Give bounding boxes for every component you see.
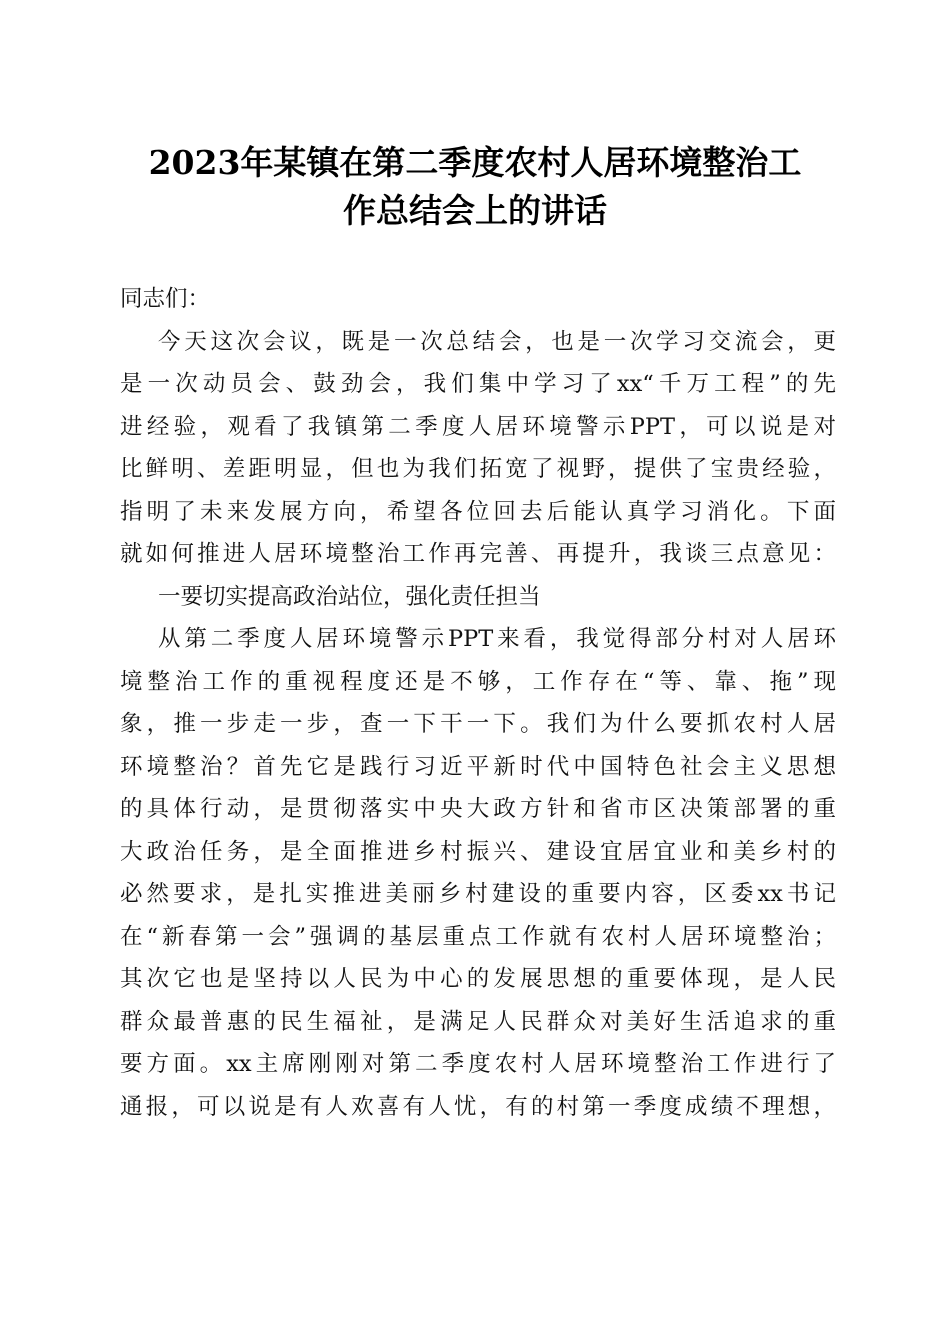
paragraph-opening bbox=[120, 321, 836, 576]
paragraph-line: 要方面。xx主席刚刚对第二季度农村人居环境整治工作进行了 bbox=[120, 1051, 836, 1077]
paragraph-line: 比鲜明、差距明显，但也为我们拓宽了视野，提供了宝贵经验， bbox=[120, 456, 836, 482]
paragraph-section-one bbox=[120, 618, 836, 1128]
speech-body bbox=[120, 278, 836, 1128]
section-heading bbox=[120, 576, 836, 619]
paragraph-line: 大政治任务，是全面推进乡村振兴、建设宜居宜业和美乡村的 bbox=[120, 838, 836, 865]
title-line-1: 2023年某镇在第二季度农村人居环境整治工 bbox=[148, 143, 802, 182]
title-line-2: 作总结会上的讲话 bbox=[343, 191, 607, 230]
paragraph-line: 今天这次会议，既是一次总结会，也是一次学习交流会，更 bbox=[158, 328, 836, 355]
paragraph-line: 环境整治？首先它是践行习近平新时代中国特色社会主义思想 bbox=[120, 753, 836, 780]
paragraph-line: 必然要求，是扎实推进美丽乡村建设的重要内容，区委xx书记 bbox=[120, 881, 836, 907]
paragraph-line: 从第二季度人居环境警示PPT来看，我觉得部分村对人居环 bbox=[158, 626, 836, 652]
paragraph-line: 其次它也是坚持以人民为中心的发展思想的重要体现，是人民 bbox=[120, 966, 836, 992]
paragraph-line: 象，推一步走一步，查一下干一下。我们为什么要抓农村人居 bbox=[120, 711, 836, 737]
paragraph-line: 的具体行动，是贯彻落实中央大政方针和省市区决策部署的重 bbox=[120, 796, 836, 822]
paragraph-line: 进经验，观看了我镇第二季度人居环境警示PPT，可以说是对 bbox=[120, 413, 836, 440]
page-title bbox=[120, 139, 830, 235]
section-heading-text: 一要切实提高政治站位，强化责任担当 bbox=[158, 583, 541, 610]
paragraph-line: 在“新春第一会”强调的基层重点工作就有农村人居环境整治； bbox=[120, 923, 836, 950]
paragraph-line: 是一次动员会、鼓劲会，我们集中学习了xx“千万工程”的先 bbox=[120, 371, 836, 397]
paragraph-line: 群众最普惠的民生福祉，是满足人民群众对美好生活追求的重 bbox=[120, 1008, 836, 1035]
salutation: 同志们： bbox=[120, 286, 211, 312]
paragraph-line: 境整治工作的重视程度还是不够，工作存在“等、靠、拖”现 bbox=[120, 668, 836, 695]
paragraph-line: 就如何推进人居环境整治工作再完善、再提升，我谈三点意见： bbox=[120, 541, 836, 567]
paragraph-line: 通报，可以说是有人欢喜有人忧，有的村第一季度成绩不理想， bbox=[120, 1093, 836, 1120]
paragraph-line: 指明了未来发展方向，希望各位回去后能认真学习消化。下面 bbox=[120, 498, 836, 525]
